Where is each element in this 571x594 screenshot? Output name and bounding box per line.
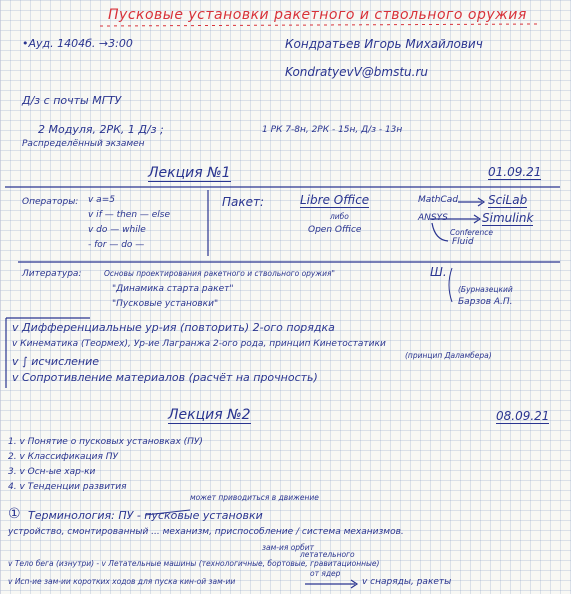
- classroom-time: •Ауд. 1404б. →3:00: [22, 37, 133, 50]
- modules-line: 2 Модуля, 2РК, 1 Д/з ;: [38, 123, 164, 136]
- ansys-note: Conference: [450, 228, 494, 237]
- body-line: v Исп-ие зам-ии коротких ходов для пуска кин-ой зам-ии: [8, 577, 236, 586]
- mathcad-label: MathCad: [418, 195, 459, 205]
- lecture2-topic: 1. v Понятие о пусковых установках (ПУ): [8, 437, 203, 447]
- lecturer-email: KondratyevV@bmstu.ru: [285, 65, 429, 79]
- lecture2-title: Лекция №2: [168, 407, 251, 423]
- body-line-end: v снаряды, ракеты: [362, 577, 452, 587]
- fluid-label: Fluid: [452, 237, 474, 247]
- review-item: v Кинематика (Теормех), Ур-ие Лагранжа 2-ого рода, принцип Кинетостатики: [12, 339, 386, 349]
- literature-item: "Динамика старта ракет": [112, 284, 234, 294]
- libreoffice-label: Libre Office: [300, 193, 370, 207]
- lecture2-date: 08.09.21: [496, 409, 550, 423]
- package-label: Пакет:: [222, 195, 265, 209]
- lecture2-topic: 4. v Тенденции развития: [8, 482, 127, 492]
- literature-item: "Пусковые установки": [112, 299, 219, 309]
- literature-author: Барзов А.П.: [458, 297, 513, 307]
- scilab-label: SciLab: [488, 193, 528, 207]
- schedule-line: 1 РК 7-8н, 2РК - 15н, Д/з - 13н: [262, 125, 403, 135]
- lecture1-date: 01.09.21: [488, 165, 542, 179]
- dz-note: Д/з с почты МГТУ: [22, 94, 122, 107]
- review-item: v Дифференциальные ур-ия (повторить) 2-ого порядка: [12, 321, 335, 334]
- heading-underline: [100, 24, 540, 26]
- review-item: v ∫ исчисление: [12, 355, 100, 368]
- kinetostatics-note: (принцип Даламбера): [405, 351, 492, 360]
- terminology-line: Терминология: ПУ - пусковые установки: [28, 509, 263, 522]
- terminology-number: ①: [8, 506, 21, 522]
- libreoffice-or: либо: [330, 212, 349, 221]
- body-line-note: от ядер: [310, 569, 341, 578]
- small-note: зам-ия орбит: [262, 543, 314, 552]
- body-line: v Тело бега (изнутри) - v Летательные машины (технологичные, бортовые, гравитационные): [8, 559, 380, 568]
- page-heading: Пусковые установки ракетного и ствольного оружия: [108, 7, 527, 23]
- lecturer-name: Кондратьев Игорь Михайлович: [285, 37, 483, 51]
- small-note-2: летательного: [300, 550, 355, 559]
- lecture1-title: Лекция №1: [148, 165, 231, 181]
- simulink-label: Simulink: [482, 211, 534, 225]
- motion-note: может приводиться в движение: [190, 493, 319, 502]
- operator-item: v do — while: [88, 225, 146, 235]
- literature-publisher: (Бурназецкий: [458, 285, 513, 294]
- definition-line: устройство, смонтированный ... механизм, приспособление / система механизмов.: [8, 527, 404, 537]
- arrow-ansys-fluid: [432, 223, 448, 241]
- literature-item: Основы проектирования ракетного и ствольного оружия": [104, 269, 335, 278]
- ansys-label: ANSYS: [418, 213, 448, 223]
- lecture2-topic: 2. v Классификация ПУ: [8, 452, 119, 462]
- operator-item: v if — then — else: [88, 210, 171, 220]
- review-item: v Сопротивление материалов (расчёт на прочность): [12, 371, 318, 384]
- operator-item: - for — do —: [88, 240, 145, 250]
- openoffice-label: Open Office: [308, 225, 362, 235]
- operators-label: Операторы:: [22, 197, 79, 207]
- literature-author-initial: Ш.: [430, 265, 447, 279]
- operator-item: v a=5: [88, 195, 115, 205]
- exam-type: Распределённый экзамен: [22, 139, 145, 149]
- literature-label: Литература:: [22, 269, 82, 279]
- lecture2-topic: 3. v Осн-ые хар-ки: [8, 467, 96, 477]
